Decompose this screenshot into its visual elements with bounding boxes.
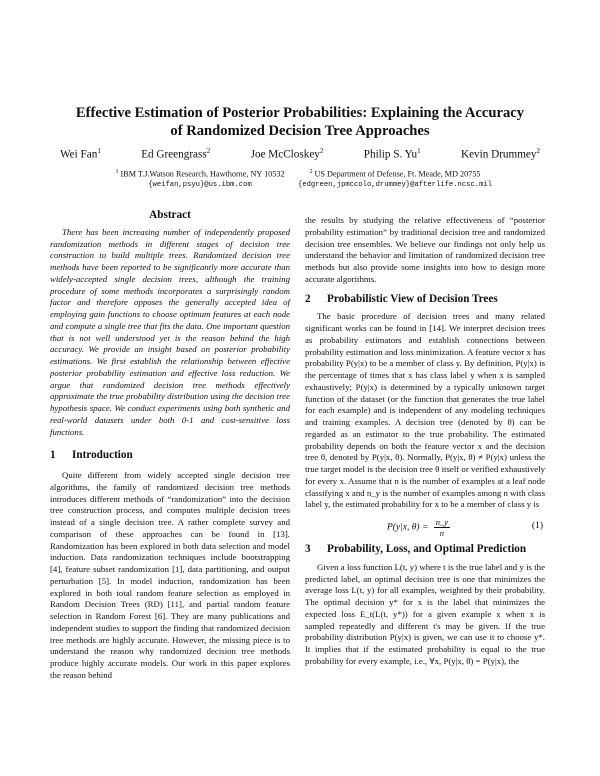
- right-column: [305, 215, 545, 668]
- author-list: [60, 147, 540, 161]
- abstract-heading: Abstract: [149, 209, 191, 221]
- affiliation-ibm: $^1$ IBM T.J.Watson Research, Hawthorne, NY 10532 {weifan,psyu}@us.ibm.com: [100, 167, 300, 191]
- section-heading-probability-loss: 3 Probability, Loss, and Optimal Prediction: [305, 543, 527, 555]
- section-heading-introduction: 1 Introduction: [50, 449, 133, 462]
- equation-lhs: P(y|x, θ) =: [387, 522, 429, 533]
- author: Ed Greengrass$^2$: [141, 147, 211, 161]
- introduction-text: Quite different from widely accepted single decision tree algorithms, the family of randomized decision tree methods introduces different methods of “randomization” into the decision tree construction process, and computes multiple decision trees instead of a single decision tree. A rather complete survey and comparison of these approaches can be found in [13]. Randomization has been explored in both data selection and model induction. Data randomization techniques include bootstrapping [4], feature subset randomization [1], data partitioning, and output perturbation [5]. In model induction, randomization has been explored in both total random feature selection as employed in Random Decision Trees (RD) [11], and partial random feature selection in Random Forest [6]. They are many publications and independent studies to support the finding that randomized decision tree methods are highly accurate. However, the missing piece is to understand the reason why randomized decision tree methods produce highly accurate models. Our work in this paper explores the reason behind: [50, 470, 290, 680]
- affiliation-dod: $^2$ US Department of Defense, Ft. Meade, MD 20755 {edgreen,jpmccolo,drummey}@afterlife.ncsc.mil: [270, 167, 520, 191]
- title-line-1: Effective Estimation of Posterior Probabilities: Explaining the Accuracy: [75, 105, 525, 121]
- affiliation-email: {edgreen,jpmccolo,drummey}@afterlife.ncsc.mil: [297, 180, 493, 189]
- section2-text: The basic procedure of decision trees and many related significant works can be found in [14]. We interpret decision trees as probability estimators and establish connections between probability estimation and loss minimization. A feature vector x has probability P(y|x) to be a member of class y. By definition, P(y|x) is the percentage of times that x has class label y when x is sampled exhaustively; P(y|x) is determined by a typically unknown target function of the dataset (or the function that generates the true label for each example) and is independent of any modeling techniques and training examples. A decision tree (denoted by θ) can be regarded as an estimator to the true probability. The estimated probability depends on both the feature vector x and the decision tree θ, denoted by P(y|x, θ). Normally, P(y|x, θ) ≠ P(y|x) unless the true target model is the decision tree θ itself or verified exhaustively for every x. Assume that n is the number of examples at a leaf node classifying x and n_y is the number of examples among n with class label y, the estimated probability for x to be a member of class y is: [305, 311, 545, 510]
- equation-fraction: $\frac{n\_y}{n}$: [435, 517, 449, 538]
- author: Philip S. Yu$^1$: [363, 147, 421, 161]
- author: Wei Fan$^1$: [60, 147, 101, 161]
- section-heading-probabilistic-view: 2 Probabilistic View of Decision Trees: [305, 292, 498, 305]
- paper-title: [40, 104, 560, 140]
- affiliation-email: {weifan,psyu}@us.ibm.com: [148, 180, 252, 189]
- equation-number: (1): [531, 521, 543, 531]
- author: Kevin Drummey$^2$: [460, 147, 540, 161]
- abstract-text: There has been increasing number of independently proposed randomization methods in different stages of decision tree construction to build multiple trees. Randomized decision tree methods have been reported to be significantly more accurate than widely-accepted single decision trees, although the training procedure of some methods incorporates a surprisingly random factor and therefore opposes the generally accepted idea of employing gain functions to choose optimum features at each node and compute a single tree that fits the data. One important question that is not well understood yet is the reason behind the high accuracy. We provide an insight based on posterior probability estimations. We first establish the relationship between effective posterior probability estimation and effective loss reduction. We argue that randomized decision tree methods effectively approximate the true probability distribution using the decision tree hypothesis space. We conduct experiments using both synthetic and real-world datasets under both 0-1 and cost-sensitive loss functions.: [50, 226, 290, 437]
- author: Joe McCloskey$^2$: [250, 147, 324, 161]
- title-line-2: of Randomized Decision Tree Approaches: [170, 123, 430, 139]
- equation-1: [305, 515, 545, 537]
- section3-text: Given a loss function L(t, y) where t is the true label and y is the predicted label, an optimal decision tree is one that minimizes the average loss L(t, y) for all examples, weighted by their probability. The optimal decision y* for x is the label that minimizes the expected loss E_t(L(t, y*)) for a given example x when x is sampled repeatedly and different t's may be given. If the true probability distribution P(y|x) is given, we can use it to choose y*. It implies that if the estimated probability is equal to the true probability for every example, i.e., ∀x, P(y|x, θ) = P(y|x), the: [305, 561, 545, 666]
- introduction-continued-text: the results by studying the relative effectiveness of “posterior probability estimation” by traditional decision tree and randomized decision tree ensembles. We believe our findings not only help us understand the behavior and limitation of randomized decision tree methods but also provide some insights into how to design more accurate algorithms.: [305, 215, 545, 284]
- left-column: [50, 210, 290, 682]
